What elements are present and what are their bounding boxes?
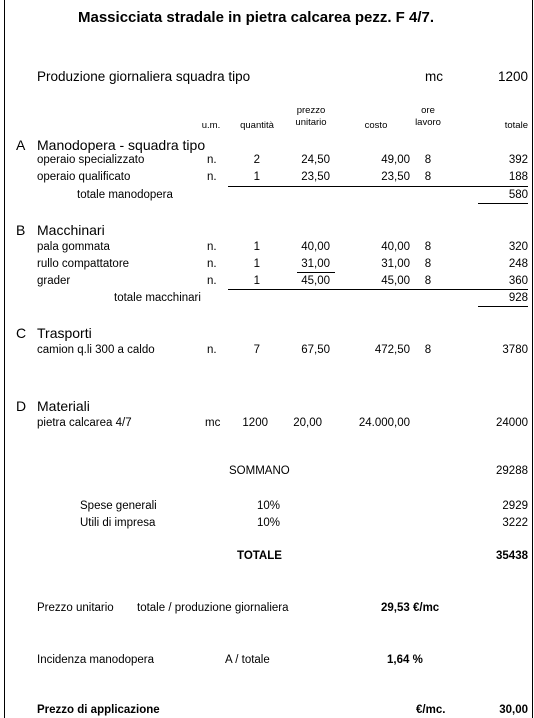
row-a2-total: 188 — [508, 171, 528, 183]
header-hours-1: ore — [421, 105, 435, 116]
row-b1-qty: 1 — [253, 241, 260, 253]
subtotal-line-b — [228, 289, 528, 290]
section-a-title: Manodopera - squadra tipo — [37, 137, 206, 153]
subtotal-a-value: 580 — [508, 189, 528, 201]
row-c1-desc: camion q.li 300 a caldo — [37, 344, 155, 356]
section-a-letter: A — [16, 137, 26, 153]
row-b3-desc: grader — [37, 275, 71, 287]
subtotal-a-underline — [478, 203, 528, 204]
row-a2-price: 23,50 — [301, 171, 330, 183]
subtotal-line-a — [228, 186, 528, 187]
subtotal-a-label: totale manodopera — [77, 189, 173, 201]
row-b2-um: n. — [207, 258, 217, 270]
row-c1-hours: 8 — [424, 344, 432, 356]
row-a2-hours: 8 — [424, 171, 432, 183]
header-qty: quantità — [240, 120, 274, 131]
subtotal-b-label: totale macchinari — [114, 292, 201, 304]
header-hours-2: lavoro — [415, 117, 441, 128]
row-b1-desc: pala gommata — [37, 241, 110, 253]
document-title: Massicciata stradale in pietra calcarea pezz. F 4/7. — [78, 9, 435, 26]
utili-label: Utili di impresa — [80, 517, 156, 529]
row-b2-price: 31,00 — [301, 258, 330, 270]
row-b1-hours: 8 — [424, 241, 432, 253]
row-b2-qty: 1 — [253, 258, 260, 270]
section-d-letter: D — [16, 398, 27, 414]
sommano-value: 29288 — [496, 465, 528, 477]
row-a1-desc: operaio specializzato — [37, 154, 145, 166]
spese-label: Spese generali — [80, 500, 157, 512]
production-label: Produzione giornaliera squadra tipo — [37, 69, 251, 84]
row-a1-price: 24,50 — [301, 154, 330, 166]
row-b3-hours: 8 — [424, 275, 432, 287]
prezzo-unitario-label: Prezzo unitario — [37, 602, 114, 614]
row-a2-desc: operaio qualificato — [37, 171, 131, 183]
row-c1-cost: 472,50 — [374, 344, 410, 356]
row-b2-desc: rullo compattatore — [37, 258, 130, 270]
row-b2-total: 248 — [508, 258, 528, 270]
incidenza-formula: A / totale — [225, 654, 270, 666]
row-a2-um: n. — [207, 171, 217, 183]
section-b-title: Macchinari — [37, 222, 105, 238]
row-d1-qty: 1200 — [242, 417, 268, 429]
row-d1-desc: pietra calcarea 4/7 — [37, 417, 132, 429]
production-unit: mc — [425, 69, 443, 84]
section-d-title: Materiali — [37, 398, 90, 414]
row-a1-qty: 2 — [253, 154, 260, 166]
sommano-label: SOMMANO — [229, 465, 290, 477]
row-b3-price: 45,00 — [301, 275, 330, 287]
production-value: 1200 — [497, 69, 528, 84]
spese-value: 2929 — [502, 500, 528, 512]
incidenza-label: Incidenza manodopera — [37, 654, 154, 666]
page-border-right — [532, 0, 533, 718]
row-a1-um: n. — [207, 154, 217, 166]
section-b-letter: B — [16, 222, 26, 238]
prezzo-unitario-value: 29,53 €/mc — [381, 602, 440, 614]
row-c1-price: 67,50 — [301, 344, 330, 356]
row-c1-um: n. — [207, 344, 217, 356]
totale-label: TOTALE — [237, 550, 282, 562]
row-b3-cost: 45,00 — [381, 275, 410, 287]
section-c-letter: C — [16, 325, 27, 341]
subtotal-b-underline — [478, 306, 528, 307]
applicazione-value: 30,00 — [499, 704, 528, 716]
row-b1-cost: 40,00 — [381, 241, 410, 253]
page-border-left — [4, 0, 5, 718]
price-underline-b2 — [297, 272, 335, 273]
row-a1-hours: 8 — [424, 154, 432, 166]
utili-pct: 10% — [256, 517, 280, 529]
header-cost: costo — [364, 120, 388, 131]
row-c1-qty: 7 — [253, 344, 260, 356]
spese-pct: 10% — [256, 500, 280, 512]
row-b1-total: 320 — [508, 241, 528, 253]
row-a1-total: 392 — [508, 154, 528, 166]
prezzo-unitario-formula: totale / produzione giornaliera — [137, 602, 289, 614]
row-b3-um: n. — [207, 275, 217, 287]
row-b2-cost: 31,00 — [381, 258, 410, 270]
section-c-title: Trasporti — [37, 325, 92, 341]
row-a2-cost: 23,50 — [381, 171, 410, 183]
utili-value: 3222 — [502, 517, 528, 529]
applicazione-unit: €/mc. — [416, 704, 446, 716]
row-d1-total: 24000 — [496, 417, 528, 429]
header-um: u.m. — [201, 120, 221, 131]
row-b3-total: 360 — [508, 275, 528, 287]
row-a1-cost: 49,00 — [381, 154, 410, 166]
incidenza-value: 1,64 % — [387, 654, 423, 666]
header-price-2: unitario — [295, 117, 327, 128]
totale-value: 35438 — [496, 550, 528, 562]
row-d1-price: 20,00 — [293, 417, 322, 429]
header-price-1: prezzo — [296, 105, 326, 116]
row-d1-um: mc — [205, 417, 221, 429]
row-b1-um: n. — [207, 241, 217, 253]
applicazione-label: Prezzo di applicazione — [37, 704, 160, 716]
row-b3-qty: 1 — [253, 275, 260, 287]
header-total: totale — [504, 120, 528, 131]
row-b1-price: 40,00 — [301, 241, 330, 253]
row-c1-total: 3780 — [502, 344, 528, 356]
row-b2-hours: 8 — [424, 258, 432, 270]
row-d1-cost: 24.000,00 — [358, 417, 410, 429]
subtotal-b-value: 928 — [508, 292, 528, 304]
row-a2-qty: 1 — [253, 171, 260, 183]
